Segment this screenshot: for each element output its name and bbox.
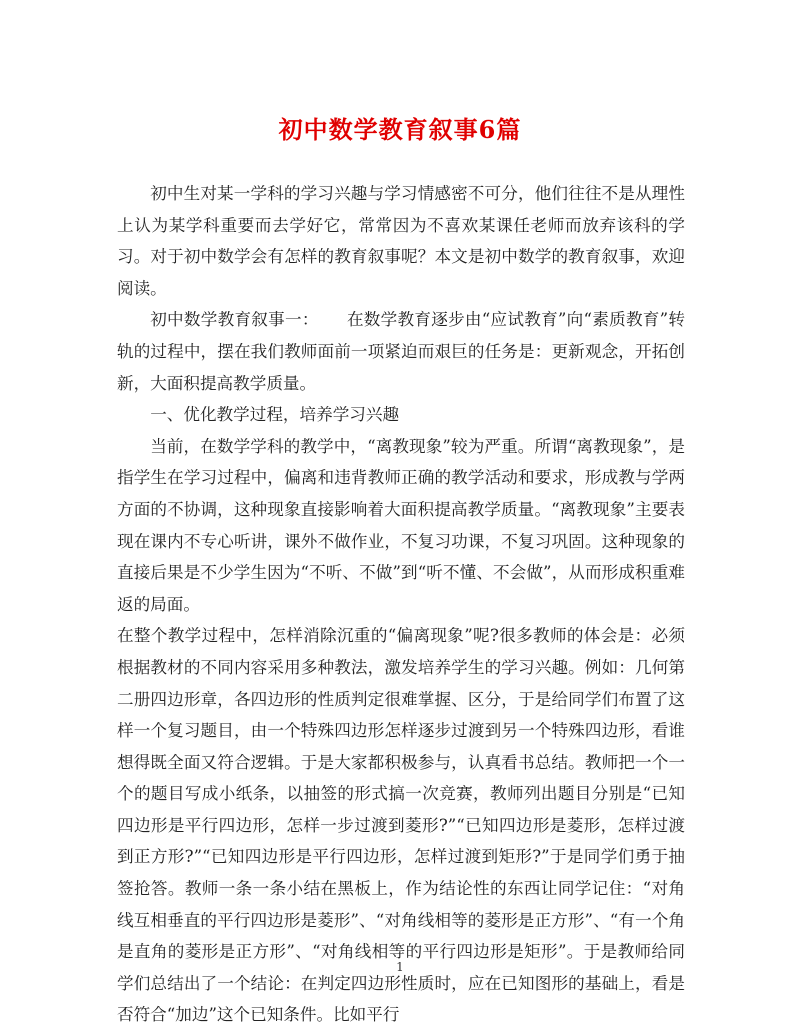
narrative-one-text: 在数学教育逐步由“应试教育”向“素质教育”转轨的过程中，摆在我们教师面前一项紧迫而艰巨的任务是：更新观念，开拓创新，大面积提高教学质量。 — [117, 310, 685, 393]
document-title: 初中数学教育叙事6篇 — [278, 115, 522, 144]
paragraph-off-teaching: 当前，在数学学科的教学中，“离教现象”较为严重。所谓“离教现象”，是指学生在学习过程中，偏离和违背教师正确的教学活动和要求，形成教与学两方面的不协调，这种现象直接影响着大面积提高教学质量。“离教现象”主要表现在课内不专心听讲，课外不做作业，不复习功课，不复习巩固。这种现象的直接后果是不少学生因为“不听、不做”到“听不懂、不会做”，从而形成积重难返的局面。 — [117, 436, 685, 614]
narrative-one-lead: 初中数学教育叙事一： — [150, 310, 319, 330]
page-number: 1 — [396, 960, 404, 974]
paragraph-teaching-process: 在整个教学过程中，怎样消除沉重的“偏离现象”呢?很多教师的体会是：必须根据教材的不同内容采用多种教法，激发培养学生的学习兴趣。例如：几何第二册四边形章，各四边形的性质判定很难掌握、区分，于是给同学们布置了这样一个复习题目，由一个特殊四边形怎样逐步过渡到另一个特殊四边形，看谁想得既全面又符合逻辑。于是大家都积极参与，认真看书总结。教师把一个一个的题目写成小纸条，以抽签的形式搞一次竞赛，教师列出题目分别是“已知四边形是平行四边形，怎样一步过渡到菱形?”“已知四边形是菱形，怎样过渡到正方形?”“已知四边形是平行四边形，怎样过渡到矩形?”于是同学们勇于抽签抢答。教师一条一条小结在黑板上，作为结论性的东西让同学记住：“对角线互相垂直的平行四边形是菱形”、“对角线相等的菱形是正方形”、“有一个角是直角的菱形是正方形”、“对角线相等的平行四边形是矩形”。于是教师给同学们总结出了一个结论：在判定四边形性质时，应在已知图形的基础上，看是否符合“加边”这个已知条件。比如平行 — [117, 626, 685, 1025]
section-heading-one: 一、优化教学过程，培养学习兴趣 — [150, 405, 400, 425]
paragraph-narrative-one — [117, 304, 685, 399]
paragraph-intro: 初中生对某一学科的学习兴趣与学习情感密不可分，他们往往不是从理性上认为某学科重要而去学好它，常常因为不喜欢某课任老师而放弃该科的学习。对于初中数学会有怎样的教育叙事呢？本文是初中数学的教育叙事，欢迎阅读。 — [117, 184, 685, 298]
document-body — [117, 178, 685, 1031]
